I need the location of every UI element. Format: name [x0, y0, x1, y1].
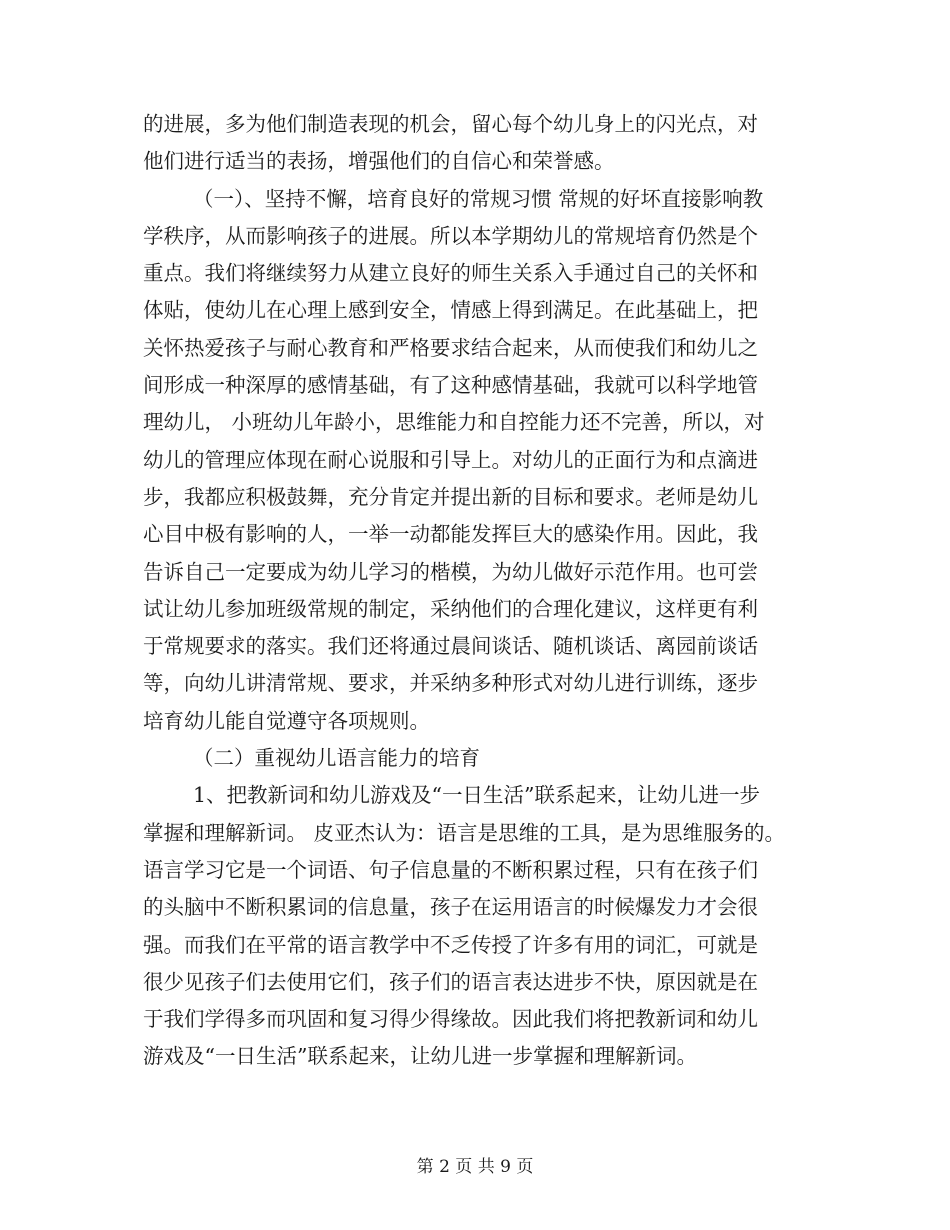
text-line: 体贴，使幼儿在心理上感到安全，情感上得到满足。在此基础上，把	[143, 298, 758, 323]
body-text	[143, 106, 823, 1076]
page-number-footer: 第 2 页 共 9 页	[416, 1157, 534, 1177]
text-line: 理幼儿， 小班幼儿年龄小，思维能力和自控能力还不完善，所以，对	[143, 410, 765, 435]
text-line: 学秩序，从而影响孩子的进展。所以本学期幼儿的常规培育仍然是个	[143, 223, 758, 248]
text-line: 他们进行适当的表扬，增强他们的自信心和荣誉感。	[143, 149, 615, 174]
text-line: 游戏及“一日生活”联系起来，让幼儿进一步掌握和理解新词。	[143, 1044, 697, 1069]
text-line: 间形成一种深厚的感情基础，有了这种感情基础，我就可以科学地管	[143, 373, 758, 398]
text-line: 试让幼儿参加班级常规的制定，采纳他们的合理化建议，这样更有利	[143, 596, 758, 621]
text-line: 关怀热爱孩子与耐心教育和严格要求结合起来，从而使我们和幼儿之	[143, 335, 758, 360]
text-line: 掌握和理解新词。 皮亚杰认为：语言是思维的工具，是为思维服务的。	[143, 820, 786, 845]
text-line: 的进展，多为他们制造表现的机会，留心每个幼儿身上的闪光点，对	[143, 112, 758, 136]
text-line: 语言学习它是一个词语、句子信息量的不断积累过程，只有在孩子们	[143, 857, 758, 882]
text-line: 于常规要求的落实。我们还将通过晨间谈话、随机谈话、离园前谈话	[143, 634, 758, 659]
text-line: 心目中极有影响的人，一举一动都能发挥巨大的感染作用。因此，我	[143, 522, 758, 547]
text-line: 强。而我们在平常的语言教学中不乏传授了许多有用的词汇，可就是	[143, 932, 758, 957]
text-line: 告诉自己一定要成为幼儿学习的楷模，为幼儿做好示范作用。也可尝	[143, 559, 758, 584]
text-line: 于我们学得多而巩固和复习得少得缘故。因此我们将把教新词和幼儿	[143, 1007, 758, 1032]
text-line: 步，我都应积极鼓舞，充分肯定并提出新的目标和要求。老师是幼儿	[143, 484, 758, 509]
numbered-paragraph-start: 1、把教新词和幼儿游戏及“一日生活”联系起来，让幼儿进一步	[193, 783, 761, 808]
section-heading-2: （二）重视幼儿语言能力的培育	[193, 746, 480, 771]
text-line: 的头脑中不断积累词的信息量，孩子在运用语言的时候爆发力才会很	[143, 895, 758, 920]
text-line: 等，向幼儿讲清常规、要求，并采纳多种形式对幼儿进行训练，逐步	[143, 671, 758, 696]
text-line: 培育幼儿能自觉遵守各项规则。	[143, 708, 430, 733]
section-heading-1: （一）、坚持不懈，培育良好的常规习惯 常规的好坏直接影响教	[193, 186, 764, 211]
text-line: 很少见孩子们去使用它们，孩子们的语言表达进步不快，原因就是在	[143, 969, 758, 994]
text-line: 重点。我们将继续努力从建立良好的师生关系入手通过自己的关怀和	[143, 261, 758, 286]
text-line: 幼儿的管理应体现在耐心说服和引导上。对幼儿的正面行为和点滴进	[143, 447, 758, 472]
